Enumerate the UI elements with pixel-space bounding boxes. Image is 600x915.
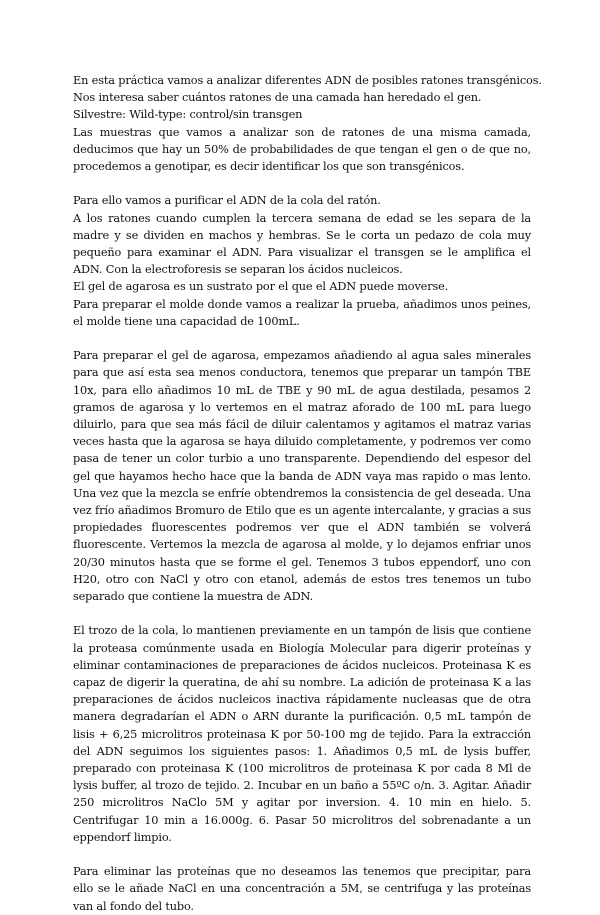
paragraph-gap: [73, 846, 531, 863]
paragraph-gel-agarosa: El gel de agarosa es un sustrato por el que el ADN puede moverse.: [73, 280, 449, 294]
intro-line-practica: En esta práctica vamos a analizar diferentes ADN de posibles ratones transgénicos.: [73, 74, 542, 87]
paragraph-ratones: A los ratones cuando cumplen la tercera semana de edad se les separa de la madre y se dividen en machos y hembras. Se le corta un pedazo de cola muy pequeño para examinar el ADN. Para visualizar el transgen se le amplifica el ADN. Con la electroforesis se separan los ácidos nucleicos.: [73, 211, 531, 277]
paragraph-molde: Para preparar el molde donde vamos a realizar la prueba, añadimos unos peines, el molde tiene una capacidad de 100mL.: [73, 297, 531, 328]
paragraph-gap: [73, 175, 531, 192]
document-page: [73, 72, 542, 915]
paragraph-gap: [73, 605, 531, 622]
paragraph-preparar-gel: Para preparar el gel de agarosa, empezamos añadiendo al agua sales minerales para que así esta sea menos conductora, tenemos que preparar un tampón TBE 10x, para ello añadimos 10 mL de TBE y 90 mL de agua destilada, pesamos 2 gramos de agarosa y lo vertemos en el matraz aforado de 100 mL para luego diluirlo, para que sea más fácil de diluir calentamos y agitamos el matraz varias veces hasta que la agarosa se haya diluido completamente, y podremos ver como pasa de tener un color turbio a uno transparente. Dependiendo del espesor del gel que hayamos hecho hace que la banda de ADN vaya mas rapido o mas lento. Una vez que la mezcla se enfríe obtendremos la consistencia de gel deseada. Una vez frío añadimos Bromuro de Etilo que es un agente intercalante, y gracias a sus propiedades fluorescentes podremos ver que el ADN también se volverá fluorescente. Vertemos la mezcla de agarosa al molde, y lo dejamos enfriar unos 20/30 minutos hasta que se forme el gel. Tenemos 3 tubos eppendorf, uno con H20, otro con NaCl y otro con etanol, además de estos tres tenemos un tubo separado que contiene la muestra de ADN.: [73, 349, 531, 604]
paragraph-gap: [73, 330, 531, 347]
paragraph-purificar-title: Para ello vamos a purificar el ADN de la cola del ratón.: [73, 194, 381, 208]
paragraph-muestras: Las muestras que vamos a analizar son de ratones de una misma camada, deducimos que hay un 50% de probabilidades de que tengan el gen o de que no, procedemos a genotipar, es decir identificar los que son transgénicos.: [73, 125, 531, 174]
paragraph-trozo-cola: El trozo de la cola, lo mantienen previamente en un tampón de lisis que contiene la proteasa comúnmente usada en Biología Molecular para digerir proteínas y eliminar contaminaciones de preparaciones de ácidos nucleicos. Proteinasa K es capaz de digerir la queratina, de ahí su nombre. La adición de proteinasa K a las preparaciones de ácidos nucleicos inactiva rápidamente nucleasas que de otra manera degradarían el ADN o ARN durante la purificación. 0,5 mL tampón de lisis + 6,25 microlitros proteinasa K por 50-100 mg de tejido. Para la extracción del ADN seguimos los siguientes pasos: 1. Añadimos 0,5 mL de lysis buffer, preparado con proteinasa K (100 microlitros de proteinasa K por cada 8 Ml de lysis buffer, al trozo de tejido. 2. Incubar en un baño a 55ºC o/n. 3. Agitar. Añadir 250 microlitros NaClo 5M y agitar por inversion. 4. 10 min en hielo. 5. Centrifugar 10 min a 16.000g. 6. Pasar 50 microlitros del sobrenadante a un eppendorf limpio.: [73, 624, 531, 844]
intro-line-interes: Nos interesa saber cuántos ratones de una camada han heredado el gen.: [73, 91, 482, 105]
intro-line-silvestre: Silvestre: Wild-type: control/sin transgen: [73, 108, 303, 122]
paragraph-eliminar-proteinas: Para eliminar las proteínas que no deseamos las tenemos que precipitar, para ello se le añade NaCl en una concentración a 5M, se centrifuga y las proteínas van al fondo del tubo.: [73, 865, 531, 913]
